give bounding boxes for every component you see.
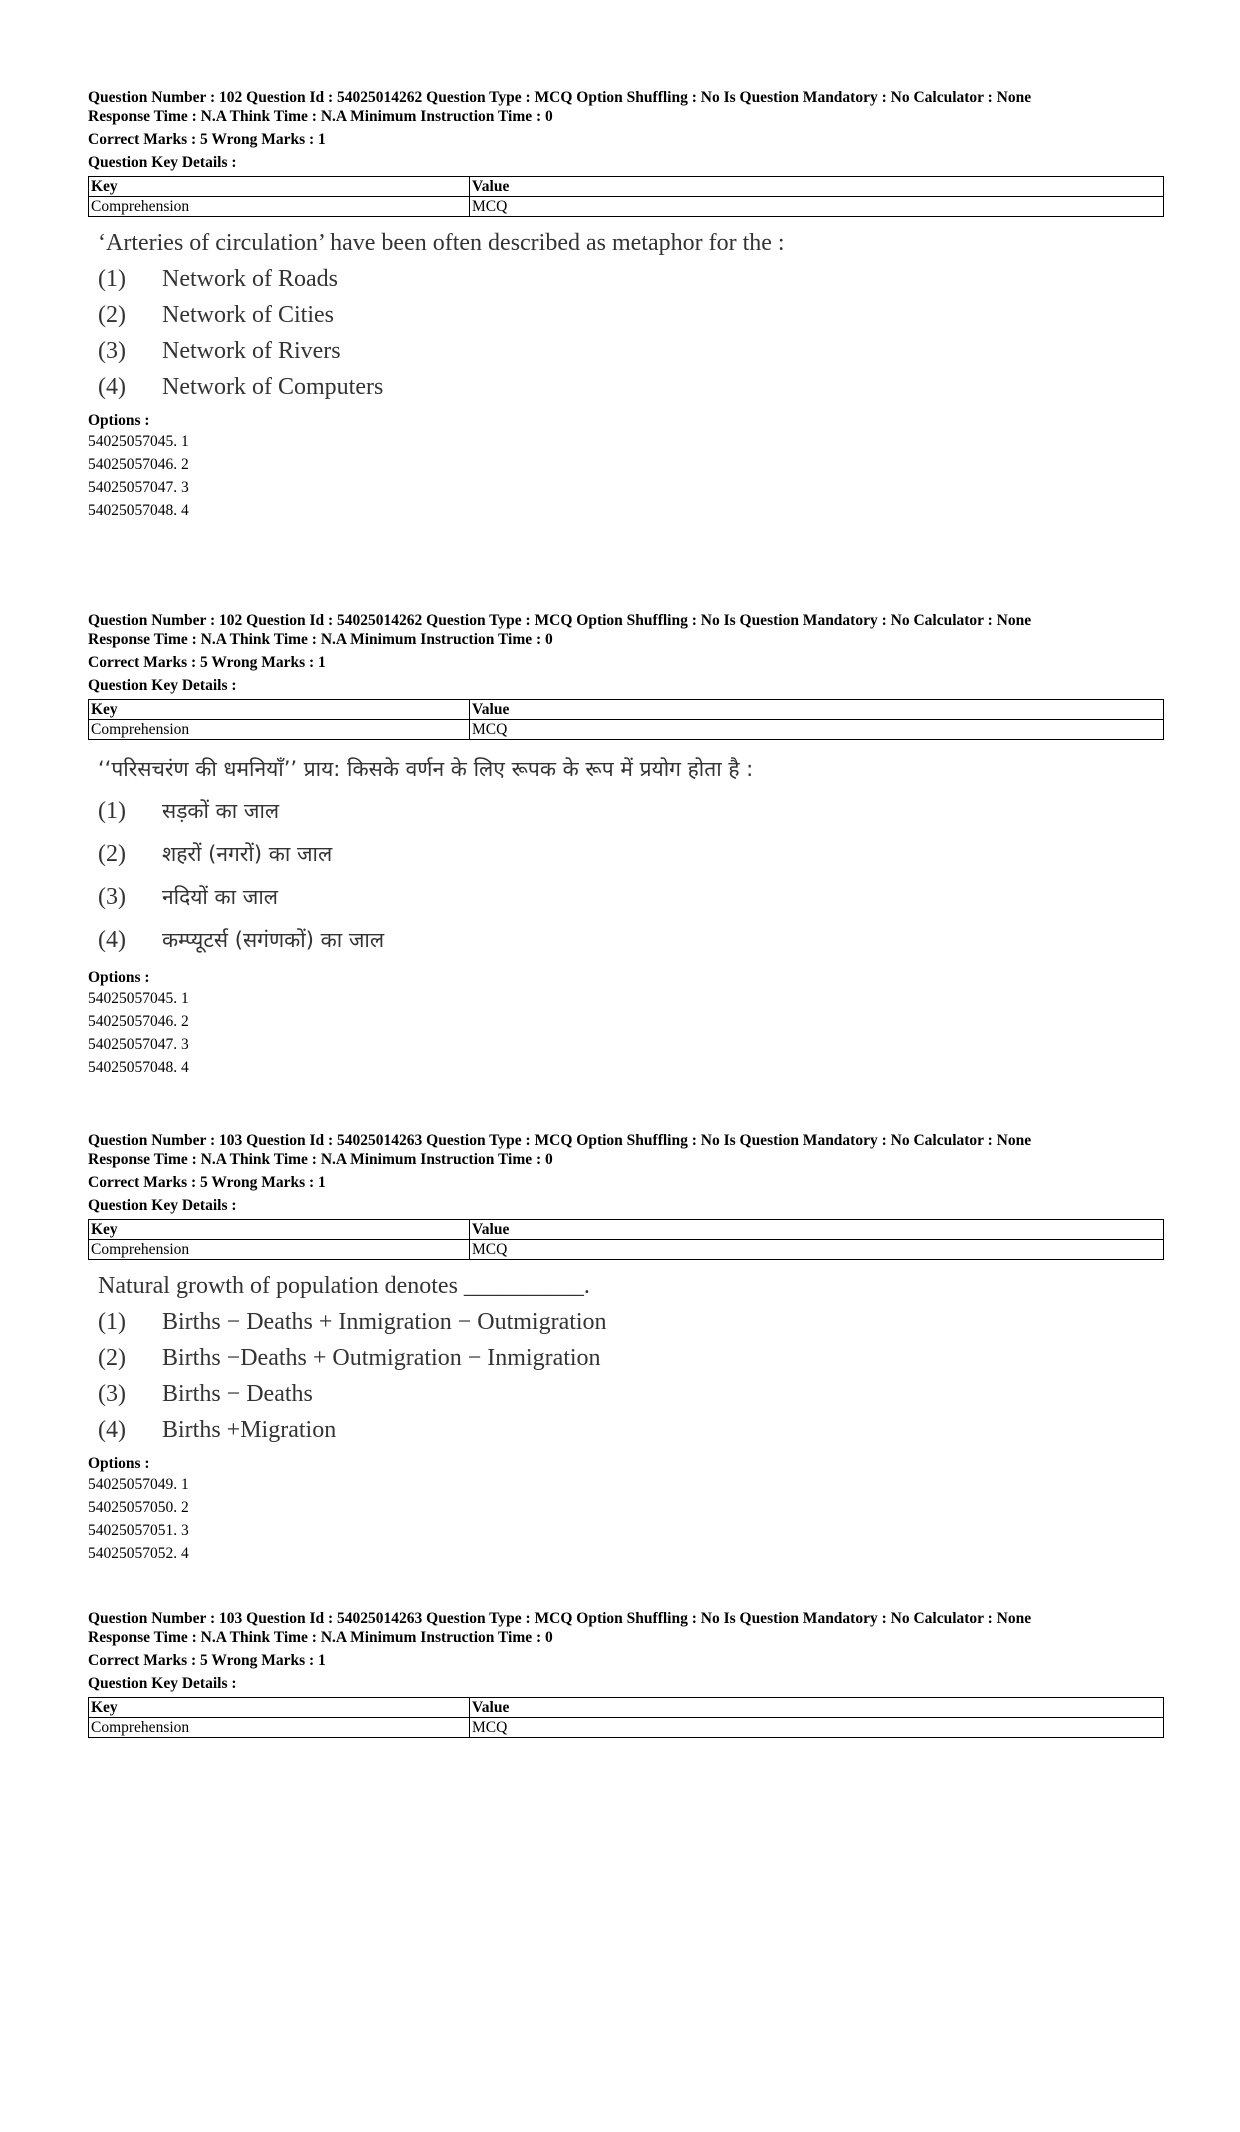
choice-item: [98, 1412, 1164, 1448]
option-id-line: 54025057046. 2: [88, 1013, 189, 1030]
choice-number: (2): [98, 1345, 126, 1371]
choice-number: (1): [98, 798, 126, 824]
meta-line: Question Number : 102 Question Id : 54025014262 Question Type : MCQ Option Shuffling : No Is Question Mandatory : No Calculator : None: [88, 612, 1032, 629]
choice-text: Births +Migration: [162, 1417, 337, 1443]
meta-line: Question Number : 103 Question Id : 54025014263 Question Type : MCQ Option Shuffling : No Is Question Mandatory : No Calculator : None: [88, 1132, 1032, 1149]
question-key-table: [88, 1219, 1164, 1260]
table-row: [89, 720, 1164, 740]
question-image-text: [88, 748, 1164, 962]
key-details-label: Question Key Details :: [88, 1197, 237, 1214]
choice-text: सड़कों का जाल: [162, 799, 280, 823]
table-cell-value: MCQ: [470, 1240, 1164, 1260]
question-block: [88, 1131, 1164, 1609]
key-details-label: Question Key Details :: [88, 154, 237, 171]
choice-number: (4): [98, 374, 126, 400]
table-row: [89, 1718, 1164, 1738]
question-key-table: [88, 1697, 1164, 1738]
choice-item: [98, 297, 1164, 333]
option-id-line: 54025057046. 2: [88, 456, 189, 473]
meta-line: Question Number : 102 Question Id : 54025014262 Question Type : MCQ Option Shuffling : No Is Question Mandatory : No Calculator : None: [88, 89, 1032, 106]
choice-text: Network of Computers: [162, 374, 384, 400]
marks-line: Correct Marks : 5 Wrong Marks : 1: [88, 131, 326, 148]
table-header-row: [89, 1220, 1164, 1240]
option-id-line: 54025057045. 1: [88, 433, 189, 450]
choice-item: [98, 261, 1164, 297]
question-meta: [88, 1131, 1164, 1215]
table-header-value: Value: [470, 1220, 1164, 1240]
question-stem: ‘Arteries of circulation’ have been often described as metaphor for the :: [98, 230, 785, 256]
choice-text: Network of Cities: [162, 302, 334, 328]
key-details-label: Question Key Details :: [88, 1675, 237, 1692]
marks-line: Correct Marks : 5 Wrong Marks : 1: [88, 1652, 326, 1669]
choice-text: Network of Roads: [162, 266, 338, 292]
table-header-key: Key: [89, 177, 470, 197]
meta-line: Response Time : N.A Think Time : N.A Minimum Instruction Time : 0: [88, 631, 553, 648]
choice-text: Network of Rivers: [162, 338, 341, 364]
table-cell-key: Comprehension: [89, 1240, 470, 1260]
question-stem: Natural growth of population denotes __________.: [98, 1273, 590, 1299]
option-id-line: 54025057048. 4: [88, 1059, 189, 1076]
table-header-value: Value: [470, 1698, 1164, 1718]
table-row: [89, 1240, 1164, 1260]
option-id-line: 54025057052. 4: [88, 1545, 189, 1562]
meta-line: Question Number : 103 Question Id : 54025014263 Question Type : MCQ Option Shuffling : No Is Question Mandatory : No Calculator : None: [88, 1610, 1032, 1627]
choice-item: [98, 790, 1164, 833]
option-id-line: 54025057045. 1: [88, 990, 189, 1007]
choice-number: (3): [98, 1381, 126, 1407]
choice-text: कम्प्यूटर्स (सगंणकों) का जाल: [162, 928, 385, 952]
meta-line: Response Time : N.A Think Time : N.A Minimum Instruction Time : 0: [88, 1629, 553, 1646]
marks-line: Correct Marks : 5 Wrong Marks : 1: [88, 654, 326, 671]
table-cell-value: MCQ: [470, 720, 1164, 740]
question-block: [88, 611, 1164, 1131]
question-meta: [88, 1609, 1164, 1693]
meta-line: Response Time : N.A Think Time : N.A Minimum Instruction Time : 0: [88, 108, 553, 125]
question-stem: ‘‘परिसचरंण की धमनियाँ’’ प्राय: किसके वर्णन के लिए रूपक के रूप में प्रयोग होता है :: [98, 757, 754, 781]
key-details-label: Question Key Details :: [88, 677, 237, 694]
question-meta: [88, 88, 1164, 172]
table-cell-key: Comprehension: [89, 1718, 470, 1738]
document-page: [88, 88, 1164, 2132]
choice-item: [98, 1304, 1164, 1340]
table-header-row: [89, 1698, 1164, 1718]
question-meta: [88, 611, 1164, 695]
choice-item: [98, 369, 1164, 405]
choice-text: Births − Deaths: [162, 1381, 313, 1407]
table-header-value: Value: [470, 177, 1164, 197]
choice-number: (4): [98, 927, 126, 953]
marks-line: Correct Marks : 5 Wrong Marks : 1: [88, 1174, 326, 1191]
table-header-key: Key: [89, 1220, 470, 1240]
table-cell-value: MCQ: [470, 1718, 1164, 1738]
table-cell-key: Comprehension: [89, 197, 470, 217]
choice-number: (1): [98, 266, 126, 292]
option-id-line: 54025057050. 2: [88, 1499, 189, 1516]
option-id-line: 54025057047. 3: [88, 479, 189, 496]
table-header-value: Value: [470, 700, 1164, 720]
choice-text: Births −Deaths + Outmigration − Inmigration: [162, 1345, 601, 1371]
choice-number: (3): [98, 884, 126, 910]
choice-number: (4): [98, 1417, 126, 1443]
choice-number: (2): [98, 302, 126, 328]
question-image-text: [88, 225, 1164, 405]
table-header-row: [89, 700, 1164, 720]
question-key-table: [88, 176, 1164, 217]
table-header-row: [89, 177, 1164, 197]
choice-item: [98, 876, 1164, 919]
choice-number: (1): [98, 1309, 126, 1335]
choice-number: (2): [98, 841, 126, 867]
table-row: [89, 197, 1164, 217]
question-block: [88, 1609, 1164, 2132]
options-label: Options :: [88, 1455, 150, 1472]
option-id-line: 54025057049. 1: [88, 1476, 189, 1493]
table-header-key: Key: [89, 700, 470, 720]
choice-item: [98, 833, 1164, 876]
choice-item: [98, 1340, 1164, 1376]
option-id-line: 54025057047. 3: [88, 1036, 189, 1053]
question-key-table: [88, 699, 1164, 740]
table-cell-key: Comprehension: [89, 720, 470, 740]
meta-line: Response Time : N.A Think Time : N.A Minimum Instruction Time : 0: [88, 1151, 553, 1168]
choice-text: नदियों का जाल: [162, 885, 279, 909]
options-label: Options :: [88, 412, 150, 429]
choice-text: शहरों (नगरों) का जाल: [162, 842, 333, 866]
option-id-line: 54025057051. 3: [88, 1522, 189, 1539]
options-label: Options :: [88, 969, 150, 986]
choice-number: (3): [98, 338, 126, 364]
question-block: [88, 88, 1164, 611]
table-cell-value: MCQ: [470, 197, 1164, 217]
question-image-text: [88, 1268, 1164, 1448]
choice-item: [98, 919, 1164, 962]
table-header-key: Key: [89, 1698, 470, 1718]
choice-item: [98, 1376, 1164, 1412]
choice-text: Births − Deaths + Inmigration − Outmigration: [162, 1309, 607, 1335]
option-id-line: 54025057048. 4: [88, 502, 189, 519]
choice-item: [98, 333, 1164, 369]
